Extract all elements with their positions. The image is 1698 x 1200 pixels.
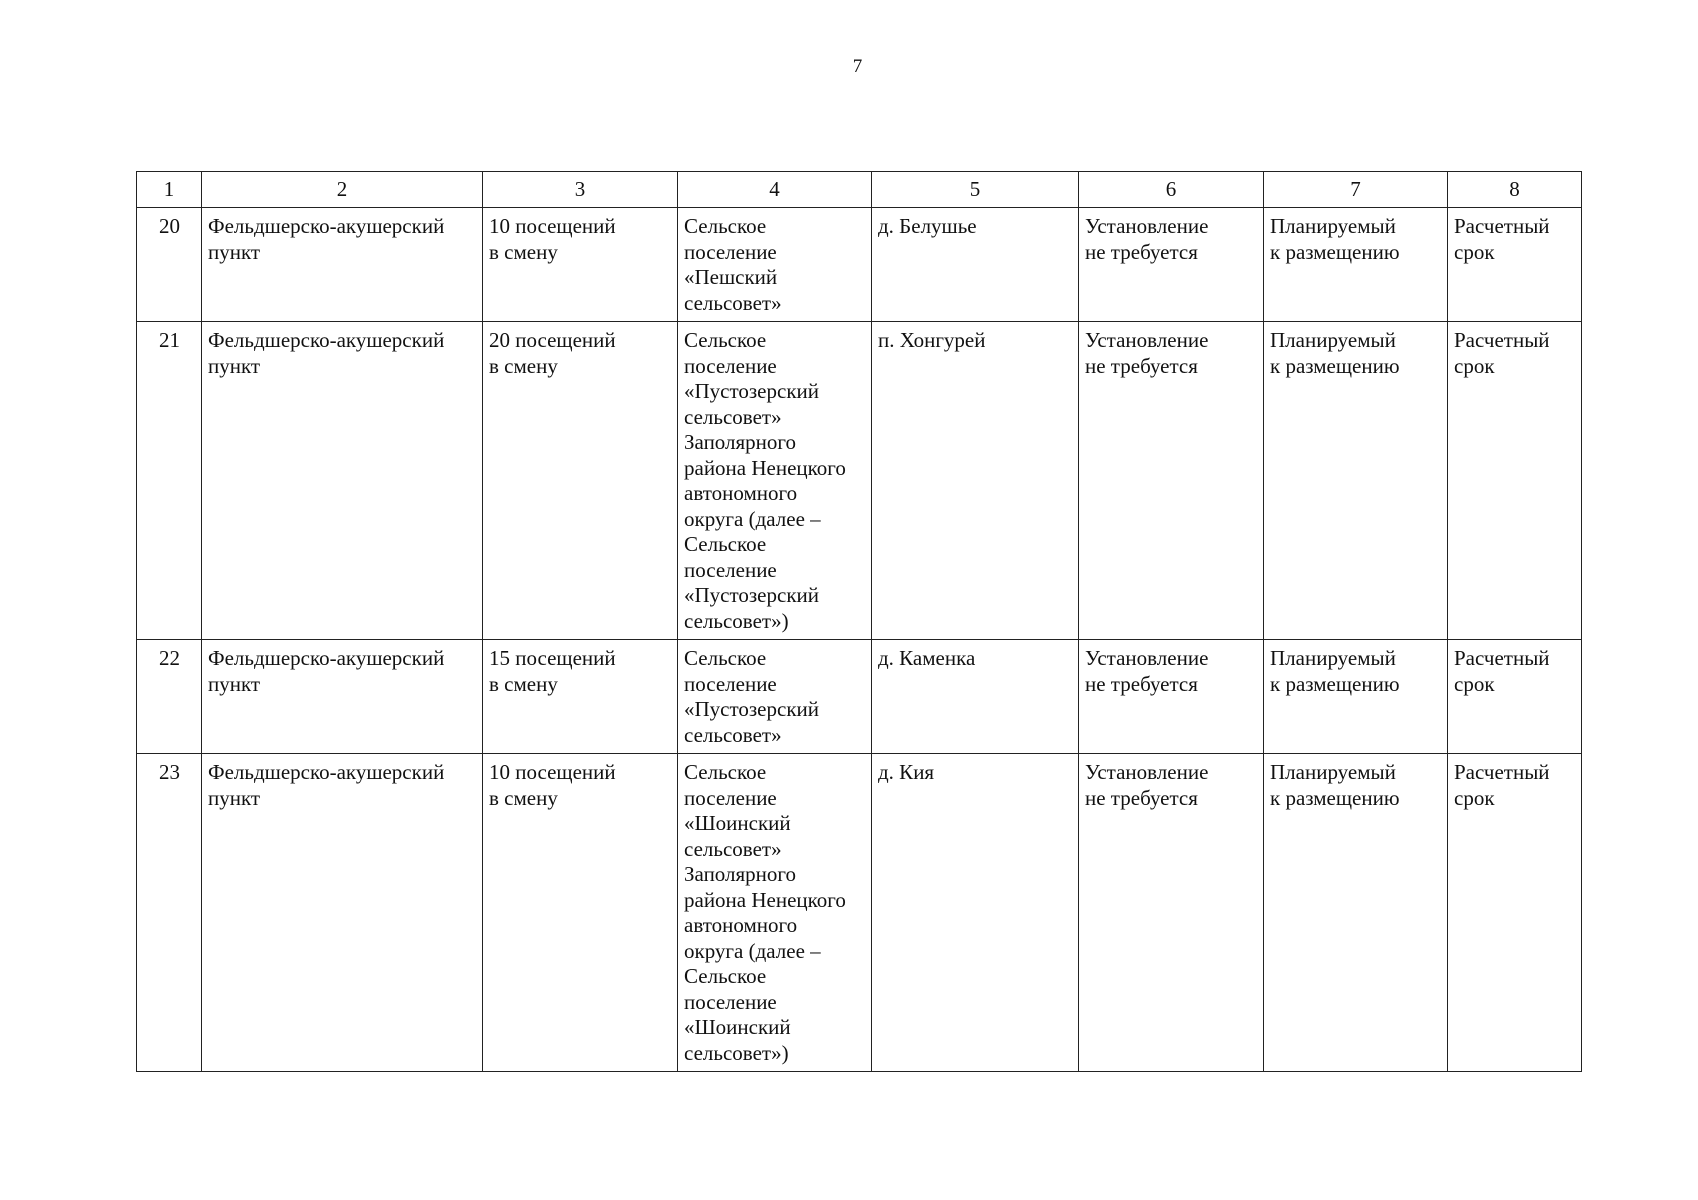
column-number-1: 1 xyxy=(137,172,202,208)
zone-cell: Установление не требуется xyxy=(1079,754,1264,1072)
row-number: 20 xyxy=(137,208,202,322)
column-number-4: 4 xyxy=(678,172,872,208)
column-number-6: 6 xyxy=(1079,172,1264,208)
capacity-cell: 20 посещений в смену xyxy=(483,322,678,640)
location-cell: д. Каменка xyxy=(872,640,1079,754)
column-number-2: 2 xyxy=(202,172,483,208)
column-number-3: 3 xyxy=(483,172,678,208)
status-cell: Планируемый к размещению xyxy=(1264,754,1448,1072)
term-cell: Расчетный срок xyxy=(1448,322,1582,640)
location-cell: п. Хонгурей xyxy=(872,322,1079,640)
status-cell: Планируемый к размещению xyxy=(1264,208,1448,322)
municipality-cell: Сельское поселение «Пешский сельсовет» xyxy=(678,208,872,322)
table-row xyxy=(137,754,1582,1072)
location-cell: д. Кия xyxy=(872,754,1079,1072)
municipality-cell: Сельское поселение «Пустозерский сельсовет» Заполярного района Ненецкого автономного округа (далее – Сельское поселение «Пустозерский сельсовет») xyxy=(678,322,872,640)
object-name-cell: Фельдшерско-акушерский пункт xyxy=(202,640,483,754)
term-cell: Расчетный срок xyxy=(1448,208,1582,322)
location-cell: д. Белушье xyxy=(872,208,1079,322)
status-cell: Планируемый к размещению xyxy=(1264,640,1448,754)
table-row xyxy=(137,640,1582,754)
zone-cell: Установление не требуется xyxy=(1079,640,1264,754)
table-header-row xyxy=(137,172,1582,208)
table-row xyxy=(137,208,1582,322)
status-cell: Планируемый к размещению xyxy=(1264,322,1448,640)
municipality-cell: Сельское поселение «Шоинский сельсовет» Заполярного района Ненецкого автономного округа (далее – Сельское поселение «Шоинский сельсовет») xyxy=(678,754,872,1072)
object-name-cell: Фельдшерско-акушерский пункт xyxy=(202,754,483,1072)
term-cell: Расчетный срок xyxy=(1448,640,1582,754)
column-number-7: 7 xyxy=(1264,172,1448,208)
object-name-cell: Фельдшерско-акушерский пункт xyxy=(202,322,483,640)
column-number-5: 5 xyxy=(872,172,1079,208)
capacity-cell: 10 посещений в смену xyxy=(483,754,678,1072)
capacity-cell: 10 посещений в смену xyxy=(483,208,678,322)
term-cell: Расчетный срок xyxy=(1448,754,1582,1072)
zone-cell: Установление не требуется xyxy=(1079,322,1264,640)
table-row xyxy=(137,322,1582,640)
page-number: 7 xyxy=(852,56,863,77)
row-number: 22 xyxy=(137,640,202,754)
capacity-cell: 15 посещений в смену xyxy=(483,640,678,754)
zone-cell: Установление не требуется xyxy=(1079,208,1264,322)
object-name-cell: Фельдшерско-акушерский пункт xyxy=(202,208,483,322)
column-number-8: 8 xyxy=(1448,172,1582,208)
municipality-cell: Сельское поселение «Пустозерский сельсовет» xyxy=(678,640,872,754)
row-number: 21 xyxy=(137,322,202,640)
row-number: 23 xyxy=(137,754,202,1072)
facilities-table xyxy=(136,171,1582,1072)
